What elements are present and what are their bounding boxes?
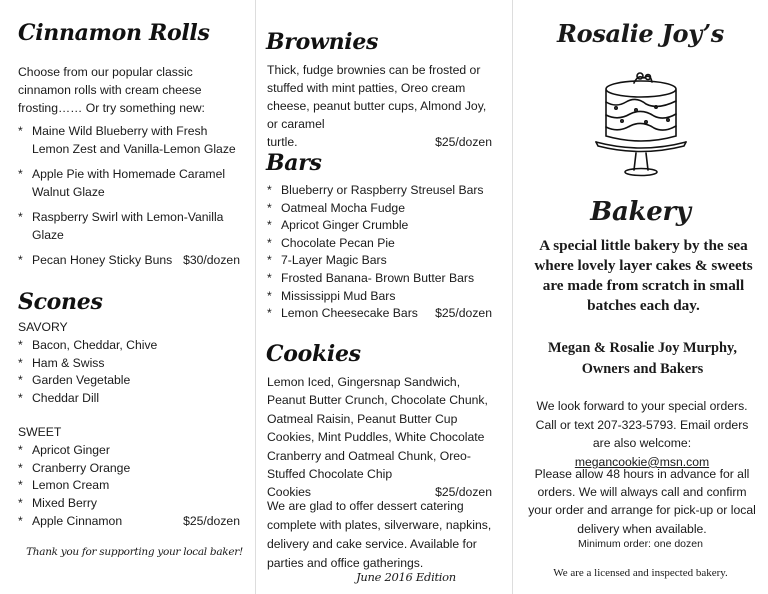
scones-list [18,319,240,531]
list-item: * Pecan Honey Sticky Buns $30/dozen [18,253,240,267]
list-item: * Raspberry Swirl with Lemon-Vanilla Glaze [18,210,224,242]
brownies-description: Thick, fudge brownies can be frosted or stuffed with mint patties, Oreo cream cheese, peanut butter cups, Almond Joy, or caramel turtle. $25/dozen [267,63,492,149]
list-item: * Ham & Swiss [18,355,105,370]
sweet-label: SWEET [18,424,62,439]
thank-you-note: Thank you for supporting your local baker! [26,546,243,558]
list-item: * Maine Wild Blueberry with Fresh Lemon Zest and Vanilla-Lemon Glaze [18,124,236,156]
list-item: * Lemon Cheesecake Bars $25/dozen [267,305,492,323]
list-item: * Chocolate Pecan Pie [267,235,395,250]
cinnamon-rolls-list [18,122,240,269]
list-item: * 7-Layer Magic Bars [267,253,387,268]
list-item: * Apple Pie with Homemade Caramel Walnut Glaze [18,167,226,199]
cookies-description: Lemon Iced, Gingersnap Sandwich, Peanut Butter Crunch, Chocolate Chunk, Oatmeal Raisin, Peanut Butter Cup Cookies, Mint Puddles, White Chocolate Cranberry and Oatmeal Chunk, Oreo-Stuffed Chocolate Chip Cookies $25/dozen [267,373,492,502]
brownies-heading: Brownies [266,29,379,55]
list-item: * Cranberry Orange [18,460,131,475]
list-item: * Bacon, Cheddar, Chive [18,337,158,352]
scones-price: $25/dozen [183,513,240,528]
scones-heading: Scones [18,289,103,315]
license-note: We are a licensed and inspected bakery. [553,567,728,579]
cookies-price: $25/dozen [435,485,492,500]
bakery-word: Bakery [590,197,691,227]
column-right [513,0,768,594]
bars-price: $25/dozen [435,306,492,321]
list-item: * Apple Cinnamon $25/dozen [18,513,240,531]
contact-info: We look forward to your special orders. Call or text 207-323-5793. Email orders are also welcome: megancookie@msn.com [535,399,749,469]
list-item: * Frosted Banana- Brown Butter Bars [267,270,475,285]
cinnamon-rolls-price: $30/dozen [183,253,240,267]
cookies-heading: Cookies [266,341,361,367]
advance-notice: Please allow 48 hours in advance for all orders. We will always call and confirm your order and arrange for pick-up or local delivery when available. [528,467,756,536]
edition-label: June 2016 Edition [356,570,456,584]
savory-label: SAVORY [18,320,68,334]
bakery-name: Rosalie Joy’s [556,19,725,48]
email-link[interactable]: megancookie@msn.com [574,454,710,469]
column-middle [256,0,512,594]
owners-line: Megan & Rosalie Joy Murphy, Owners and Bakers [547,340,738,377]
list-item: * Lemon Cream [18,478,110,493]
bars-heading: Bars [266,150,322,176]
bars-list [267,182,492,323]
list-item: * Oatmeal Mocha Fudge [267,200,405,215]
brownies-price: $25/dozen [435,135,492,149]
column-left [0,0,252,594]
list-item: * Cheddar Dill [18,391,100,406]
list-item: * Mixed Berry [18,496,98,511]
list-item: * Blueberry or Raspberry Streusel Bars [267,183,484,197]
layer-cake-illustration [586,58,696,178]
bakery-tagline: A special little bakery by the sea where lovely layer cakes & sweets are made from scratch in small batches each day. [534,237,753,314]
cinnamon-rolls-intro: Choose from our popular classic cinnamon rolls with cream cheese frosting…… Or try something new: [18,65,205,115]
list-item: * Apricot Ginger [18,442,110,457]
catering-note: We are glad to offer dessert catering complete with plates, silverware, napkins, delivery and cake service. Available for parties and office gatherings. [267,499,492,570]
list-item: * Garden Vegetable [18,373,131,388]
list-item: * Apricot Ginger Crumble [267,218,409,233]
cinnamon-rolls-heading: Cinnamon Rolls [18,20,210,46]
list-item: * Mississippi Mud Bars [267,288,396,303]
minimum-order: Minimum order: one dozen [578,538,703,550]
